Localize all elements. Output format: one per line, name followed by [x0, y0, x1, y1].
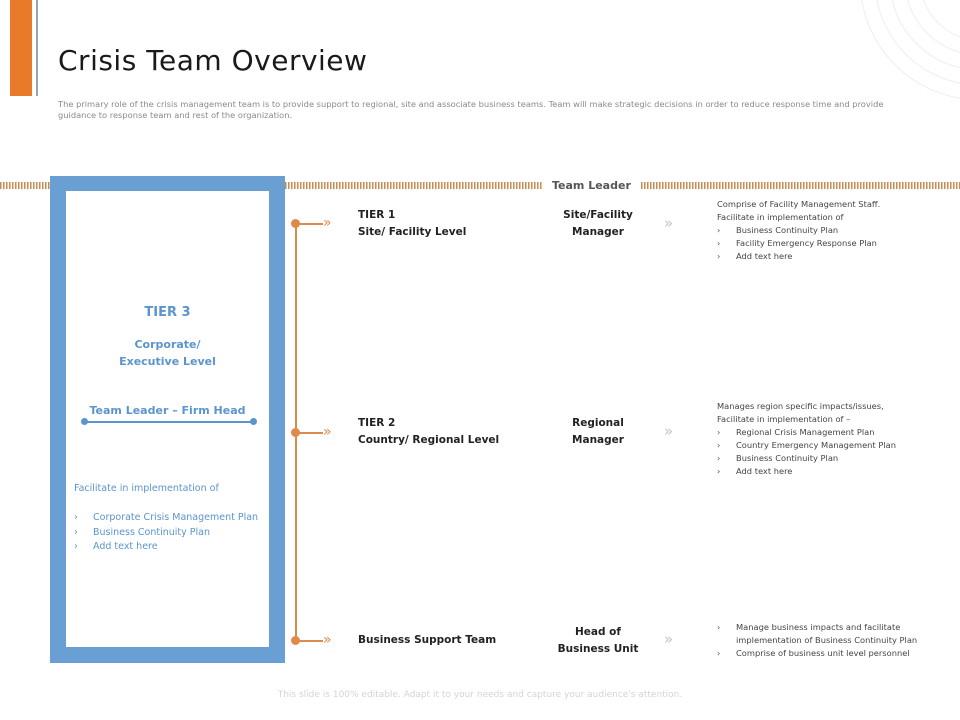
- double-arrow-icon: »: [664, 422, 674, 440]
- tier1-item-text: Facility Emergency Response Plan: [736, 238, 877, 248]
- chevron-right-icon: ›: [717, 440, 721, 450]
- list-item: [74, 526, 258, 541]
- tier3-item-text: Business Continuity Plan: [93, 526, 211, 538]
- list-item: [717, 621, 937, 647]
- double-arrow-icon: »: [323, 215, 332, 231]
- footer-note: This slide is 100% editable. Adapt it to your needs and capture your audience's attention.: [277, 690, 683, 700]
- chevron-right-icon: ›: [74, 526, 78, 538]
- chevron-right-icon: ›: [717, 648, 721, 658]
- support-leader-line2: Business Unit: [557, 643, 639, 655]
- tier3-leader: Team Leader – Firm Head: [89, 404, 246, 417]
- support-team-name-line1: Business Support Team: [358, 634, 497, 646]
- tier3-list: [74, 511, 258, 555]
- chevron-right-icon: ›: [74, 541, 78, 552]
- tier2-item-text: Country Emergency Management Plan: [736, 440, 896, 450]
- list-item: [717, 237, 937, 250]
- tier2-item-text: Business Continuity Plan: [736, 453, 839, 463]
- list-item: [717, 426, 937, 439]
- tier2-connector-line: [299, 432, 323, 434]
- accent-divider: [36, 0, 38, 96]
- list-item: [74, 540, 258, 555]
- double-arrow-icon: »: [664, 214, 674, 232]
- tier2-leader-line1: Regional: [572, 417, 624, 429]
- tier3-facilitate: Facilitate in implementation of: [74, 483, 219, 494]
- support-leader-line1: Head of: [575, 626, 621, 638]
- chevron-right-icon: ›: [717, 622, 721, 632]
- tier2-name-line2: Country/ Regional Level: [358, 434, 500, 446]
- page-subtitle: The primary role of the crisis management team is to provide support to regional, site and associate business teams. Team will make strategic decisions in order to reduce response time and provide guidance to response team and rest of the organization.: [58, 99, 884, 120]
- list-item: [717, 647, 937, 660]
- tier3-title: TIER 3: [144, 305, 191, 320]
- tier1-name-line2: Site/ Facility Level: [358, 226, 467, 238]
- team-leader-header: Team Leader: [552, 179, 631, 192]
- support-team-name: [358, 632, 496, 649]
- chevron-right-icon: ›: [717, 427, 721, 437]
- tier1-name-line1: TIER 1: [358, 209, 396, 221]
- support-description: [717, 621, 937, 660]
- tier1-leader: [548, 207, 648, 241]
- tier2-name-line1: TIER 2: [358, 417, 396, 429]
- tier3-level-line1: Corporate/: [134, 338, 201, 351]
- page-title: Crisis Team Overview: [58, 44, 368, 77]
- chevron-right-icon: ›: [717, 225, 721, 235]
- tier2-item-text: Regional Crisis Management Plan: [736, 427, 875, 437]
- support-item-text: Comprise of business unit level personnel: [736, 648, 910, 658]
- tier3-level: [66, 336, 269, 370]
- tier1-name: [358, 207, 466, 241]
- support-team-leader: [548, 624, 648, 658]
- tier3-underline-dot-right: [250, 418, 257, 425]
- dotted-rule-middle: [285, 182, 543, 189]
- tier1-leader-line2: Manager: [572, 226, 624, 238]
- list-item: [717, 224, 937, 237]
- tier3-leader-underline: [84, 421, 254, 423]
- tier2-item-text: Add text here: [736, 466, 793, 476]
- list-item: [717, 439, 937, 452]
- tier1-intro-line2: Facilitate in implementation of: [717, 212, 844, 222]
- support-connector-line: [299, 640, 323, 642]
- list-item: [74, 511, 258, 526]
- double-arrow-icon: »: [323, 632, 332, 648]
- tier1-item-text: Add text here: [736, 251, 793, 261]
- dotted-rule-right: [641, 182, 960, 189]
- tier3-item-text: Corporate Crisis Management Plan: [93, 512, 259, 523]
- tier3-item-text: Add text here: [93, 541, 158, 552]
- tier1-connector-line: [299, 223, 323, 225]
- double-arrow-icon: »: [664, 630, 674, 648]
- support-item-text: Manage business impacts and facilitate implementation of Business Continuity Plan: [736, 622, 918, 645]
- tier3-level-line2: Executive Level: [119, 355, 216, 368]
- double-arrow-icon: »: [323, 424, 332, 440]
- tier3-underline-dot-left: [81, 418, 88, 425]
- chevron-right-icon: ›: [74, 512, 78, 523]
- dotted-rule-left: [0, 182, 50, 189]
- tier1-leader-line1: Site/Facility: [563, 209, 633, 221]
- decorative-circles: [850, 0, 960, 110]
- tier2-intro-line1: Manages region specific impacts/issues,: [717, 401, 884, 411]
- tier3-panel-inner: [66, 191, 269, 647]
- list-item: [717, 250, 937, 263]
- tier1-description: [717, 198, 937, 263]
- tier2-intro-line2: Facilitate in implementation of –: [717, 414, 851, 424]
- chevron-right-icon: ›: [717, 466, 721, 476]
- chevron-right-icon: ›: [717, 238, 721, 248]
- list-item: [717, 465, 937, 478]
- tier2-name: [358, 415, 499, 449]
- chevron-right-icon: ›: [717, 453, 721, 463]
- tier1-intro-line1: Comprise of Facility Management Staff.: [717, 199, 881, 209]
- tier2-description: [717, 400, 937, 478]
- list-item: [717, 452, 937, 465]
- chevron-right-icon: ›: [717, 251, 721, 261]
- tier2-leader: [548, 415, 648, 449]
- tier2-leader-line2: Manager: [572, 434, 624, 446]
- accent-bar: [10, 0, 32, 96]
- tier1-item-text: Business Continuity Plan: [736, 225, 839, 235]
